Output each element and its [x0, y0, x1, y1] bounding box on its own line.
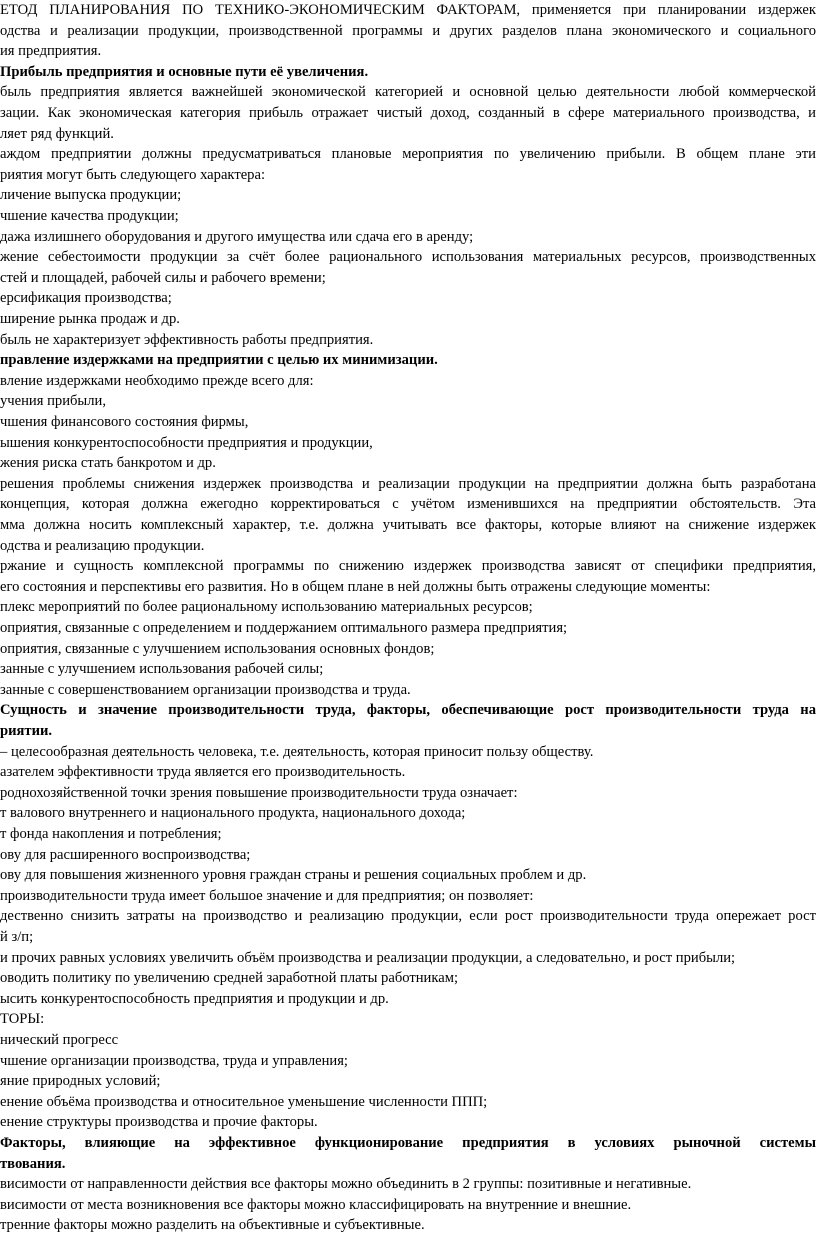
text-line: чшение организации производства, труда и управления;	[0, 1052, 348, 1069]
text-line: – целесообразная деятельность человека, т.е. деятельность, которая приносит пользу обществу.	[0, 743, 594, 760]
text-line: енение структуры производства и прочие факторы.	[0, 1114, 318, 1131]
text-line: роднохозяйственной точки зрения повышение производительности труда означает:	[0, 784, 518, 801]
text-line: яние природных условий;	[0, 1073, 161, 1090]
text-line: енение объёма производства и относительное уменьшение численности ППП;	[0, 1093, 488, 1110]
text-line: оводить политику по увеличению средней заработной платы работникам;	[0, 970, 458, 987]
text-line: зации. Как экономическая категория прибыль отражает чистый доход, созданный в сфере материального производства, и	[0, 105, 816, 121]
text-line: одства и реализацию продукции.	[0, 537, 205, 554]
text-line: быль не характеризует эффективность работы предприятия.	[0, 331, 374, 348]
text-line: ржание и сущность комплексной программы по снижению издержек производства зависят от специфики предприятия,	[0, 558, 816, 575]
text-line: мма должна носить комплексный характер, т.е. должна учитывать все факторы, которые влияют на снижение издержек	[0, 517, 816, 533]
text-line: одства и реализации продукции, производственной программы и других разделов плана экономического и социального	[0, 22, 816, 39]
text-line: стей и площадей, рабочей силы и рабочего времени;	[0, 269, 326, 286]
text-line: висимости от направленности действия все факторы можно объединить в 2 группы: позитивные и негативные.	[0, 1176, 692, 1193]
text-line: и прочих равных условиях увеличить объём производства и реализации продукции, а следовательно, и рост прибыли;	[0, 949, 736, 966]
text-line: быль предприятия является важнейшей экономической категорией и основной целью деятельности любой коммерческой	[0, 84, 816, 101]
text-line: решения проблемы снижения издержек производства и реализации продукции на предприятии должна быть разработана	[0, 475, 816, 492]
text-line: концепция, которая должна ежегодно корректироваться с учётом изменившихся на предприятии обстоятельств. Эта	[0, 496, 816, 513]
text-line: занные с улучшением использования рабочей силы;	[0, 661, 324, 678]
text-line: й з/п;	[0, 929, 34, 945]
text-line: азателем эффективности труда является его производительность.	[0, 764, 406, 781]
section-heading: риятии.	[0, 723, 53, 739]
section-heading: Факторы, влияющие на эффективное функционирование предприятия в условиях рыночной системы	[0, 1135, 816, 1151]
text-line: плекс мероприятий по более рациональному использованию материальных ресурсов;	[0, 599, 533, 616]
text-line: оприятия, связанные с определением и поддержанием оптимального размера предприятия;	[0, 620, 568, 636]
text-line: ТОРЫ:	[0, 1011, 45, 1028]
text-line: производительности труда имеет большое значение и для предприятия; он позволяет:	[0, 887, 534, 904]
text-line: т валового внутреннего и национального продукта, национального дохода;	[0, 805, 466, 822]
text-line: ову для расширенного воспроизводства;	[0, 846, 251, 863]
text-line: тренние факторы можно разделить на объективные и субъективные.	[0, 1217, 425, 1234]
text-line: личение выпуска продукции;	[0, 187, 182, 204]
text-line: жения риска стать банкротом и др.	[0, 455, 216, 472]
text-line: дественно снизить затраты на производство и реализацию продукции, если рост производительности труда опережает рост	[0, 908, 816, 925]
text-line: аждом предприятии должны предусматриваться плановые мероприятия по увеличению прибыли. В общем плане эти	[0, 146, 816, 163]
text-line: ысить конкурентоспособность предприятия и продукции и др.	[0, 990, 389, 1007]
text-line: вление издержками необходимо прежде всего для:	[0, 372, 314, 389]
text-line: ширение рынка продаж и др.	[0, 311, 180, 327]
text-line: ЕТОД ПЛАНИРОВАНИЯ ПО ТЕХНИКО-ЭКОНОМИЧЕСКИМ ФАКТОРАМ, применяется при планировании издержек	[0, 2, 816, 18]
text-line: риятия могут быть следующего характера:	[0, 166, 266, 183]
text-line: чшение качества продукции;	[0, 208, 179, 224]
text-line: учения прибыли,	[0, 393, 106, 410]
section-heading: правление издержками на предприятии с целью их минимизации.	[0, 352, 438, 369]
text-line: ову для повышения жизненного уровня граждан страны и решения социальных проблем и др.	[0, 867, 587, 884]
text-line: нический прогресс	[0, 1032, 119, 1048]
section-heading: Прибыль предприятия и основные пути её увеличения.	[0, 63, 369, 80]
text-line: ышения конкурентоспособности предприятия и продукции,	[0, 434, 373, 451]
text-line: его состояния и перспективы его развития. Но в общем плане в ней должны быть отражены следующие моменты:	[0, 578, 711, 595]
section-heading: твования.	[0, 1155, 66, 1172]
text-line: ия предприятия.	[0, 43, 102, 60]
text-line: жение себестоимости продукции за счёт более рационального использования материальных ресурсов, производственных	[0, 249, 816, 266]
text-line: оприятия, связанные с улучшением использования основных фондов;	[0, 640, 435, 657]
text-line: висимости от места возникновения все факторы можно классифицировать на внутренние и внешние.	[0, 1196, 632, 1213]
text-line: ерсификация производства;	[0, 290, 172, 307]
text-line: ляет ряд функций.	[0, 125, 114, 142]
text-line: занные с совершенствованием организации производства и труда.	[0, 681, 411, 698]
text-line: чшения финансового состояния фирмы,	[0, 414, 249, 430]
text-line: дажа излишнего оборудования и другого имущества или сдача его в аренду;	[0, 228, 474, 245]
text-line: т фонда накопления и потребления;	[0, 826, 222, 842]
section-heading: Сущность и значение производительности труда, факторы, обеспечивающие рост производительности труда на	[0, 702, 816, 719]
